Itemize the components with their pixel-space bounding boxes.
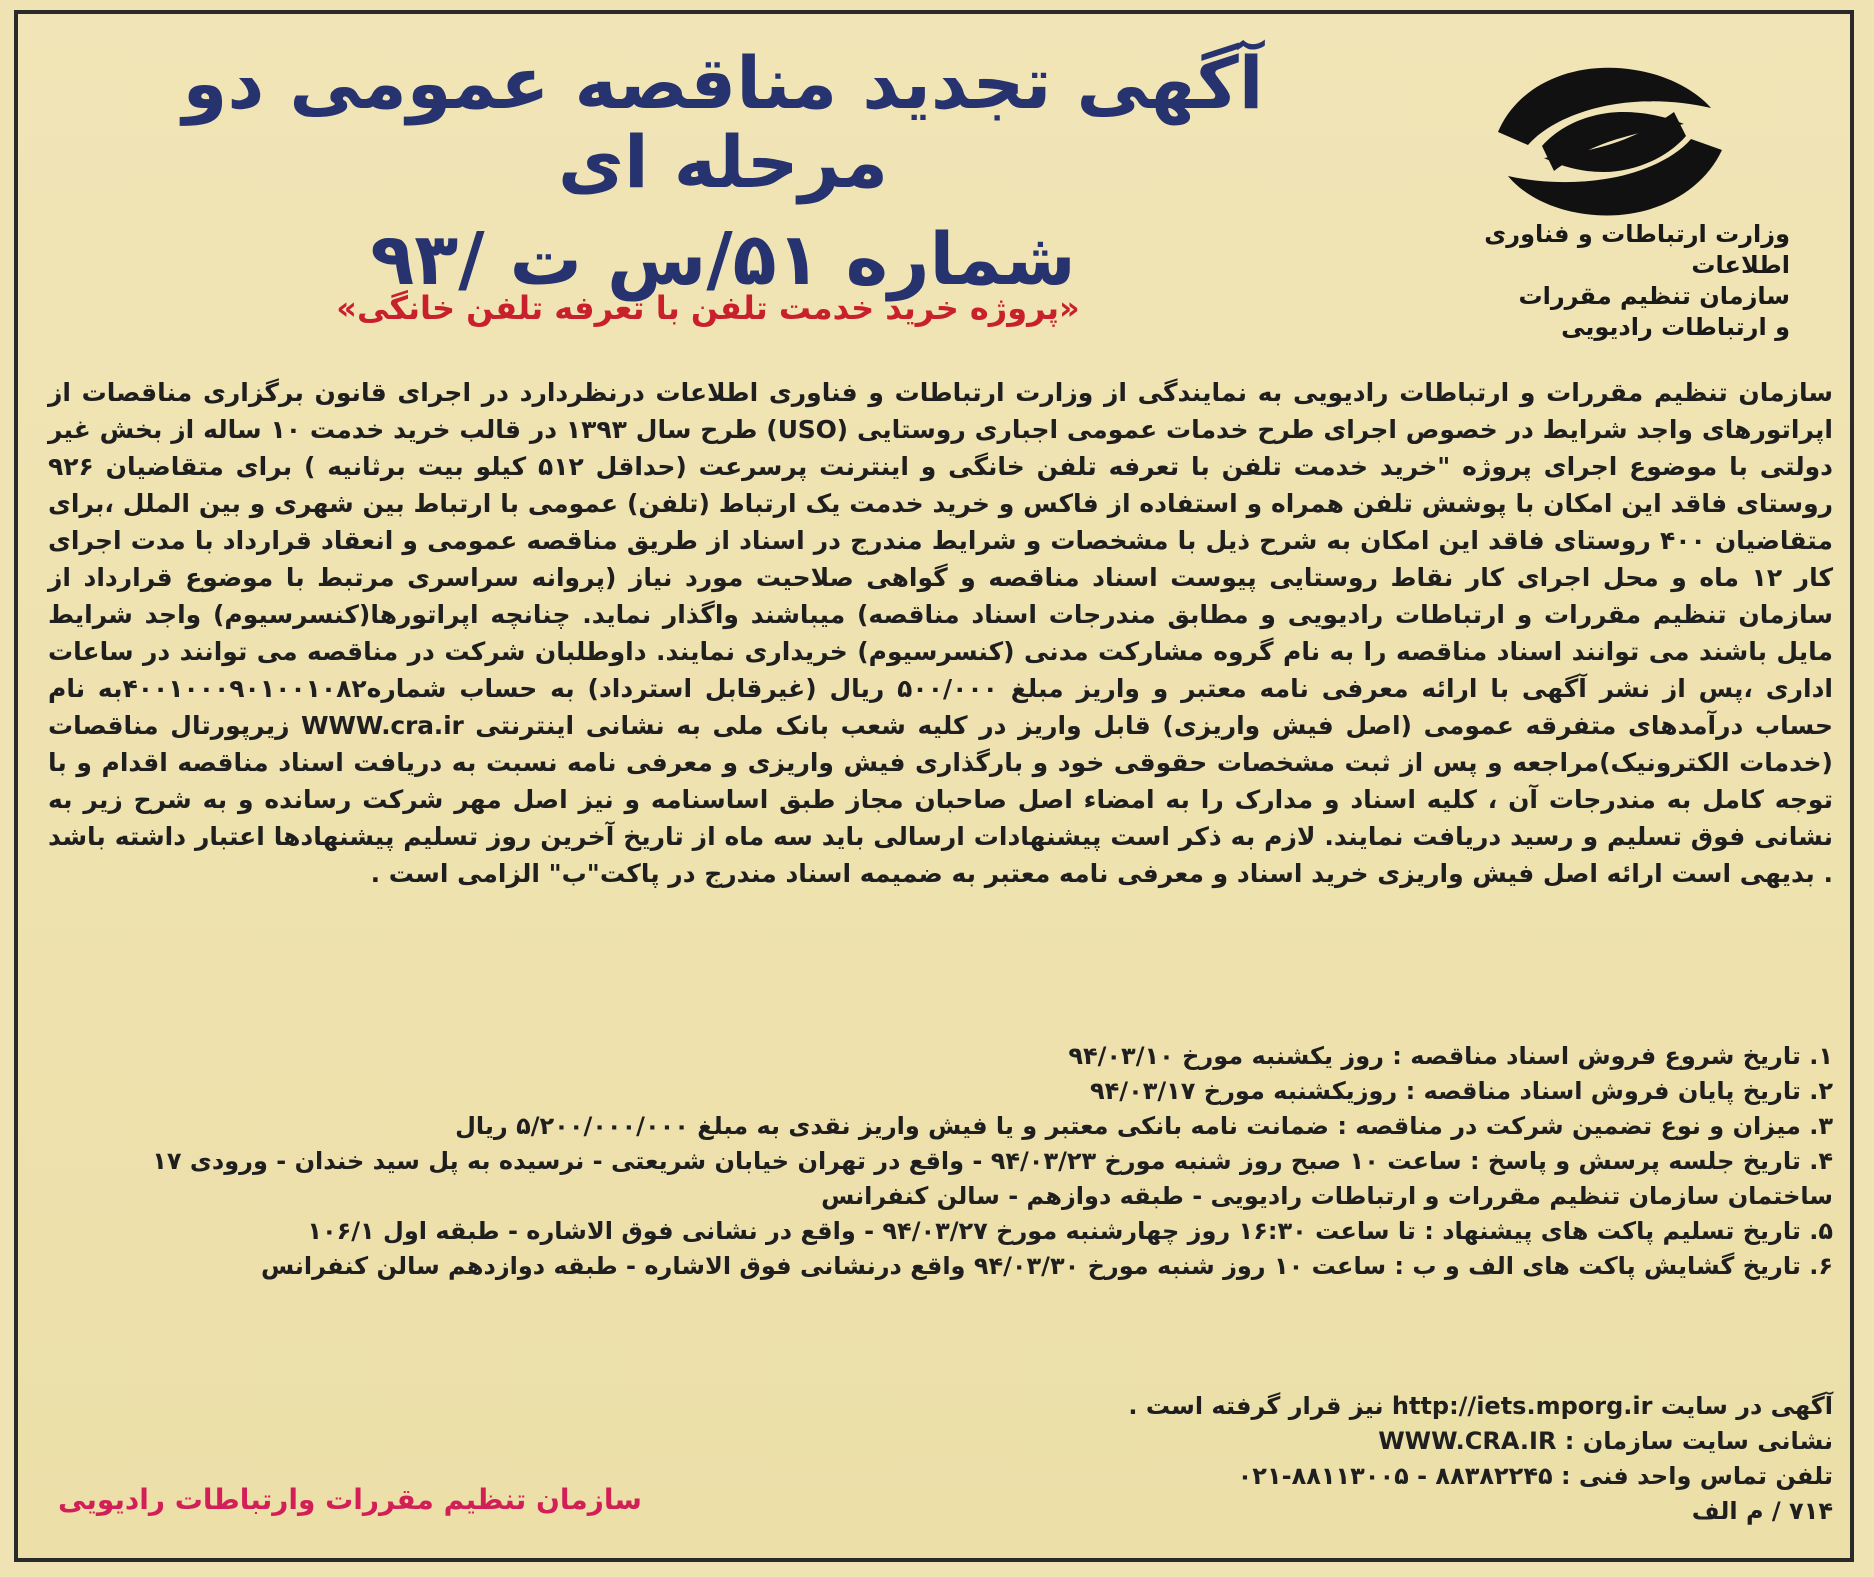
organization-signature: سازمان تنظیم مقررات وارتباطات رادیویی bbox=[58, 1483, 642, 1516]
advertisement-code: ۷۱۴ / م الف bbox=[1691, 1497, 1833, 1525]
title-line-1: آگهی تجدید مناقصه عمومی دو مرحله ای bbox=[182, 41, 1264, 205]
project-subtitle: «پروژه خرید خدمت تلفن با تعرفه تلفن خانگی» bbox=[336, 289, 1080, 327]
organization-logo-icon bbox=[1490, 54, 1730, 229]
schedule-item-6: ۶. تاریخ گشایش پاکت های الف و ب : ساعت ۱۰ روز شنبه مورخ ۹۴/۰۳/۳۰ واقع درنشانی فوق الاشاره - طبقه دوازدهم سالن کنفرانس bbox=[260, 1252, 1833, 1280]
advertisement-paper bbox=[14, 10, 1854, 1562]
schedule-item-2: ۲. تاریخ پایان فروش اسناد مناقصه : روزیکشنبه مورخ ۹۴/۰۳/۱۷ bbox=[1090, 1077, 1833, 1105]
organization-website: نشانی سایت سازمان : WWW.CRA.IR bbox=[1378, 1427, 1833, 1455]
schedule-item-4: ۴. تاریخ جلسه پرسش و پاسخ : ساعت ۱۰ صبح روز شنبه مورخ ۹۴/۰۳/۲۳ - واقع در تهران خیابان شریعتی - نرسیده به پل سید خندان - ورودی ۱۷ ساختمان سازمان تنظیم مقررات و ارتباطات رادیویی - طبقه دوازهم - سالن کنفرانس bbox=[152, 1147, 1833, 1210]
ministry-line-3: و ارتباطات رادیویی bbox=[1561, 313, 1790, 341]
title-line-2: شماره ۵۱/س ت /۹۳ bbox=[370, 217, 1076, 302]
schedule-item-3: ۳. میزان و نوع تضمین شرکت در مناقصه : ضمانت نامه بانکی معتبر و یا فیش واریز نقدی به مبلغ ۵/۲۰۰/۰۰۰/۰۰۰ ریال bbox=[455, 1112, 1833, 1140]
ministry-line-1: وزارت ارتباطات و فناوری اطلاعات bbox=[1484, 220, 1790, 279]
ministry-line-2: سازمان تنظیم مقررات bbox=[1518, 282, 1790, 310]
tender-schedule-list bbox=[48, 1039, 1833, 1284]
schedule-item-5: ۵. تاریخ تسلیم پاکت های پیشنهاد : تا ساعت ۱۶:۳۰ روز چهارشنبه مورخ ۹۴/۰۳/۲۷ - واقع در نشانی فوق الاشاره - طبقه اول ۱۰۶/۱ bbox=[307, 1217, 1833, 1245]
announcement-body: سازمان تنظیم مقررات و ارتباطات رادیویی به نمایندگی از وزارت ارتباطات و فناوری اطلاعات درنظردارد در اجرای قانون برگزاری مناقصات از اپراتورهای واجد شرایط در خصوص اجرای طرح خدمات عمومی اجباری روستایی (USO) طرح سال ۱۳۹۳ در قالب خرید خدمت ۱۰ ساله از بخش غیر دولتی با موضوع اجرای پروژه "خرید خدمت تلفن با تعرفه تلفن خانگی و اینترنت پرسرعت (حداقل ۵۱۲ کیلو بیت برثانیه ) برای متقاضیان ۹۲۶ روستای فاقد این امکان با پوشش تلفن همراه و استفاده از فاکس و خرید خدمت یک ارتباط (تلفن) عمومی با ارتباط بین شهری و بین الملل ،برای متقاضیان ۴۰۰ روستای فاقد این امکان به شرح ذیل با مشخصات و شرایط مندرج در اسناد از طریق مناقصه عمومی و انعقاد قرارداد با مدت اجرای کار ۱۲ ماه و محل اجرای کار نقاط روستایی پیوست اسناد مناقصه و گواهی صلاحیت مورد نیاز (پروانه سراسری مرتبط با موضوع قرارداد از سازمان تنظیم مقررات و ارتباطات رادیویی و مطابق مندرجات اسناد مناقصه) میباشند واگذار نماید. چنانچه اپراتورها(کنسرسیوم) واجد شرایط مایل باشند می توانند اسناد مناقصه را به نام گروه مشارکت مدنی (کنسرسیوم) خریداری نمایند. داوطلبان شرکت در مناقصه می توانند در ساعات اداری ،پس از نشر آگهی با ارائه معرفی نامه معتبر و واریز مبلغ ۵۰۰/۰۰۰ ریال (غیرقابل استرداد) به حساب شماره۴۰۰۱۰۰۰۹۰۱۰۰۱۰۸۲به نام حساب درآمدهای متفرقه عمومی (اصل فیش واریزی) قابل واریز در کلیه شعب بانک ملی به نشانی اینترنتی WWW.cra.ir زیرپورتال مناقصات (خدمات الکترونیک)مراجعه و پس از ثبت مشخصات حقوقی خود و بارگذاری فیش واریزی و معرفی نامه نسبت به دریافت اسناد مناقصه اقدام و با توجه کامل به مندرجات آن ، کلیه اسناد و مدارک را به امضاء اصل صاحبان مجاز طبق اساسنامه و نیز اصل مهر شرکت رسانده و به شرح زیر به نشانی فوق تسلیم و رسید دریافت نمایند. لازم به ذکر است پیشنهادات ارسالی باید سه ماه از تاریخ آخرین روز تسلیم پیشنهادها اعتبار داشته باشد . بدیهی است ارائه اصل فیش واریزی خرید اسناد و معرفی نامه معتبر به ضمیمه اسناد مندرج در پاکت"ب" الزامی است . bbox=[48, 378, 1833, 888]
page-title bbox=[138, 41, 1308, 302]
website-note: آگهی در سایت http://iets.mporg.ir نیز قرار گرفته است . bbox=[1128, 1392, 1833, 1420]
technical-phone: تلفن تماس واحد فنی : ۸۸۳۸۲۲۴۵ - ۸۸۱۱۳۰۰۵-۰۲۱ bbox=[1237, 1462, 1833, 1490]
schedule-item-1: ۱. تاریخ شروع فروش اسناد مناقصه : روز یکشنبه مورخ ۹۴/۰۳/۱۰ bbox=[1068, 1042, 1833, 1070]
ministry-header bbox=[1430, 219, 1790, 343]
